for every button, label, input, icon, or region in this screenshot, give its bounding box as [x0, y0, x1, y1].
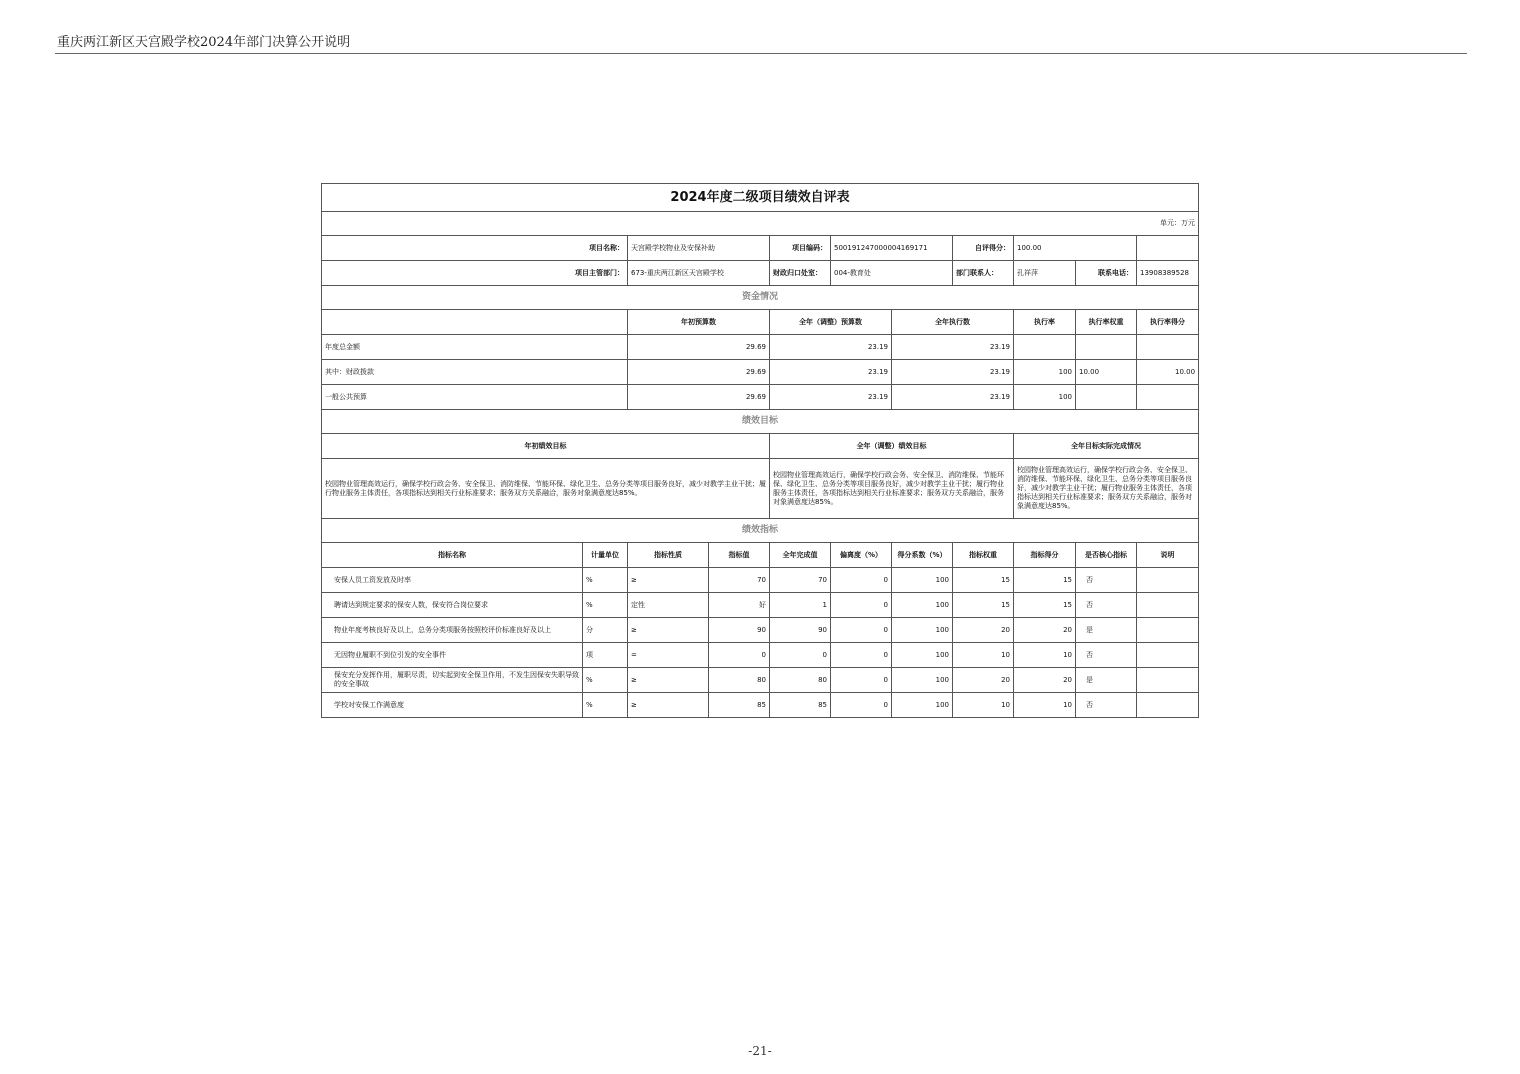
indicator-row — [322, 693, 1199, 718]
self-score: 100.00 — [1014, 236, 1137, 261]
self-score-label: 自评得分： — [953, 236, 1014, 261]
ind-deviation: 0 — [831, 593, 892, 618]
ind-target: 85 — [709, 693, 770, 718]
goal-adjusted-text: 校园物业管理高效运行，确保学校行政会务、安全保卫、消防维保、节能环保、绿化卫生、总务分类等项目服务良好，减少对教学主业干扰；履行物业服务主体责任，各项指标达到相关行业标准要求；服务双方关系融洽，服务对象满意度达85%。 — [770, 459, 1014, 519]
ind-name: 学校对安保工作满意度 — [322, 693, 583, 718]
ind-core: 否 — [1076, 693, 1137, 718]
ind-weight: 15 — [953, 568, 1014, 593]
goals-header-adjusted: 全年（调整）绩效目标 — [770, 434, 1014, 459]
ind-name: 安保人员工资发放及时率 — [322, 568, 583, 593]
funds-header-initial: 年初预算数 — [628, 310, 770, 335]
funds-row-executed: 23.19 — [892, 385, 1014, 410]
ind-unit: 项 — [583, 643, 628, 668]
ind-unit: % — [583, 693, 628, 718]
ind-header-unit: 计量单位 — [583, 543, 628, 568]
ind-header-nature: 指标性质 — [628, 543, 709, 568]
ind-weight: 15 — [953, 593, 1014, 618]
funds-header-rate: 执行率 — [1014, 310, 1076, 335]
ind-coef: 100 — [892, 693, 953, 718]
funds-row-initial: 29.69 — [628, 360, 770, 385]
ind-score: 20 — [1014, 618, 1076, 643]
ind-note — [1137, 643, 1199, 668]
goals-header-initial: 年初绩效目标 — [322, 434, 770, 459]
indicator-row — [322, 618, 1199, 643]
contact: 孔祥萍 — [1014, 261, 1076, 286]
ind-core: 否 — [1076, 593, 1137, 618]
project-name-label: 项目名称： — [322, 236, 628, 261]
ind-actual: 85 — [770, 693, 831, 718]
funds-row-weight — [1076, 385, 1137, 410]
funds-row-rate: 100 — [1014, 360, 1076, 385]
ind-note — [1137, 668, 1199, 693]
indicator-row — [322, 568, 1199, 593]
funds-header-executed: 全年执行数 — [892, 310, 1014, 335]
ind-header-actual: 全年完成值 — [770, 543, 831, 568]
goal-initial-text: 校园物业管理高效运行，确保学校行政会务、安全保卫、消防维保、节能环保、绿化卫生、总务分类等项目服务良好，减少对教学主业干扰；履行物业服务主体责任，各项指标达到相关行业标准要求；服务双方关系融洽，服务对象满意度达85%。 — [322, 459, 770, 519]
ind-weight: 10 — [953, 643, 1014, 668]
office-label: 财政归口处室： — [770, 261, 831, 286]
ind-nature: ≥ — [628, 568, 709, 593]
ind-deviation: 0 — [831, 693, 892, 718]
ind-header-core: 是否核心指标 — [1076, 543, 1137, 568]
table-title: 2024年度二级项目绩效自评表 — [322, 184, 1199, 212]
ind-unit: 分 — [583, 618, 628, 643]
funds-header-adjusted: 全年（调整）预算数 — [770, 310, 892, 335]
goals-header-actual: 全年目标实际完成情况 — [1014, 434, 1199, 459]
funds-row-weight — [1076, 335, 1137, 360]
unit-label: 单元：万元 — [322, 212, 1199, 236]
ind-note — [1137, 568, 1199, 593]
ind-actual: 80 — [770, 668, 831, 693]
ind-name: 无因物业履职不到位引发的安全事件 — [322, 643, 583, 668]
ind-deviation: 0 — [831, 568, 892, 593]
phone-label: 联系电话： — [1076, 261, 1137, 286]
funds-row-name: 其中：财政拨款 — [322, 360, 628, 385]
ind-coef: 100 — [892, 593, 953, 618]
ind-weight: 20 — [953, 618, 1014, 643]
funds-row-adjusted: 23.19 — [770, 385, 892, 410]
empty-cell — [1137, 236, 1199, 261]
ind-deviation: 0 — [831, 618, 892, 643]
ind-nature: ≥ — [628, 693, 709, 718]
project-name: 天宫殿学校物业及安保补助 — [628, 236, 770, 261]
ind-coef: 100 — [892, 618, 953, 643]
funds-row-rate: 100 — [1014, 385, 1076, 410]
ind-unit: % — [583, 568, 628, 593]
ind-actual: 1 — [770, 593, 831, 618]
ind-name: 保安充分发挥作用，履职尽责，切实起到安全保卫作用，不发生因保安失职导致的安全事故 — [322, 668, 583, 693]
ind-header-target: 指标值 — [709, 543, 770, 568]
ind-target: 90 — [709, 618, 770, 643]
page-number: -21- — [748, 1044, 772, 1058]
ind-weight: 20 — [953, 668, 1014, 693]
funds-row-adjusted: 23.19 — [770, 360, 892, 385]
ind-actual: 70 — [770, 568, 831, 593]
funds-row-score — [1137, 385, 1199, 410]
project-code: 500191247000004169171 — [831, 236, 953, 261]
funds-row-initial: 29.69 — [628, 385, 770, 410]
ind-score: 20 — [1014, 668, 1076, 693]
ind-unit: % — [583, 593, 628, 618]
funds-row-rate — [1014, 335, 1076, 360]
funds-header-score: 执行率得分 — [1137, 310, 1199, 335]
ind-header-deviation: 偏离度（%） — [831, 543, 892, 568]
ind-deviation: 0 — [831, 668, 892, 693]
ind-note — [1137, 693, 1199, 718]
ind-header-note: 说明 — [1137, 543, 1199, 568]
ind-core: 是 — [1076, 668, 1137, 693]
funds-row-adjusted: 23.19 — [770, 335, 892, 360]
funds-row-weight: 10.00 — [1076, 360, 1137, 385]
ind-target: 80 — [709, 668, 770, 693]
goals-section-title: 绩效目标 — [322, 410, 1199, 434]
performance-table — [321, 183, 1199, 718]
goal-actual-text: 校园物业管理高效运行，确保学校行政会务、安全保卫、消防维保、节能环保、绿化卫生、总务分类等项目服务良好，减少对教学主业干扰；履行物业服务主体责任，各项指标达到相关行业标准要求；服务双方关系融洽，服务对象满意度达85%。 — [1014, 459, 1199, 519]
ind-nature: ≥ — [628, 618, 709, 643]
funds-row — [322, 335, 1199, 360]
ind-unit: % — [583, 668, 628, 693]
ind-core: 是 — [1076, 618, 1137, 643]
ind-core: 否 — [1076, 568, 1137, 593]
funds-row-executed: 23.19 — [892, 360, 1014, 385]
ind-target: 70 — [709, 568, 770, 593]
ind-nature: 定性 — [628, 593, 709, 618]
ind-name: 聘请达到规定要求的保安人数，保安符合岗位要求 — [322, 593, 583, 618]
phone: 13908389528 — [1137, 261, 1199, 286]
ind-score: 15 — [1014, 593, 1076, 618]
project-code-label: 项目编码： — [770, 236, 831, 261]
page-header: 重庆两江新区天宫殿学校2024年部门决算公开说明 — [57, 35, 351, 50]
indicator-row — [322, 668, 1199, 693]
ind-header-weight: 指标权重 — [953, 543, 1014, 568]
indicator-row — [322, 643, 1199, 668]
funds-row-executed: 23.19 — [892, 335, 1014, 360]
indicators-section-title: 绩效指标 — [322, 519, 1199, 543]
ind-coef: 100 — [892, 568, 953, 593]
funds-row-score — [1137, 335, 1199, 360]
ind-note — [1137, 593, 1199, 618]
funds-row-name: 年度总金额 — [322, 335, 628, 360]
ind-score: 10 — [1014, 643, 1076, 668]
funds-row-name: 一般公共预算 — [322, 385, 628, 410]
ind-nature: ≥ — [628, 668, 709, 693]
ind-weight: 10 — [953, 693, 1014, 718]
funds-header-blank — [322, 310, 628, 335]
ind-header-score: 指标得分 — [1014, 543, 1076, 568]
ind-actual: 0 — [770, 643, 831, 668]
dept: 673-重庆两江新区天宫殿学校 — [628, 261, 770, 286]
contact-label: 部门联系人： — [953, 261, 1014, 286]
header-divider — [55, 53, 1467, 54]
ind-nature: = — [628, 643, 709, 668]
ind-header-coef: 得分系数（%） — [892, 543, 953, 568]
ind-note — [1137, 618, 1199, 643]
ind-coef: 100 — [892, 668, 953, 693]
ind-target: 好 — [709, 593, 770, 618]
funds-row — [322, 385, 1199, 410]
ind-score: 10 — [1014, 693, 1076, 718]
dept-label: 项目主管部门： — [322, 261, 628, 286]
ind-core: 否 — [1076, 643, 1137, 668]
ind-coef: 100 — [892, 643, 953, 668]
office: 004-教育处 — [831, 261, 953, 286]
ind-name: 物业年度考核良好及以上，总务分类项服务按照校评价标准良好及以上 — [322, 618, 583, 643]
funds-row-score: 10.00 — [1137, 360, 1199, 385]
funds-section-title: 资金情况 — [322, 286, 1199, 310]
ind-deviation: 0 — [831, 643, 892, 668]
indicator-row — [322, 593, 1199, 618]
funds-header-weight: 执行率权重 — [1076, 310, 1137, 335]
ind-header-name: 指标名称 — [322, 543, 583, 568]
ind-actual: 90 — [770, 618, 831, 643]
funds-row-initial: 29.69 — [628, 335, 770, 360]
ind-score: 15 — [1014, 568, 1076, 593]
ind-target: 0 — [709, 643, 770, 668]
funds-row — [322, 360, 1199, 385]
